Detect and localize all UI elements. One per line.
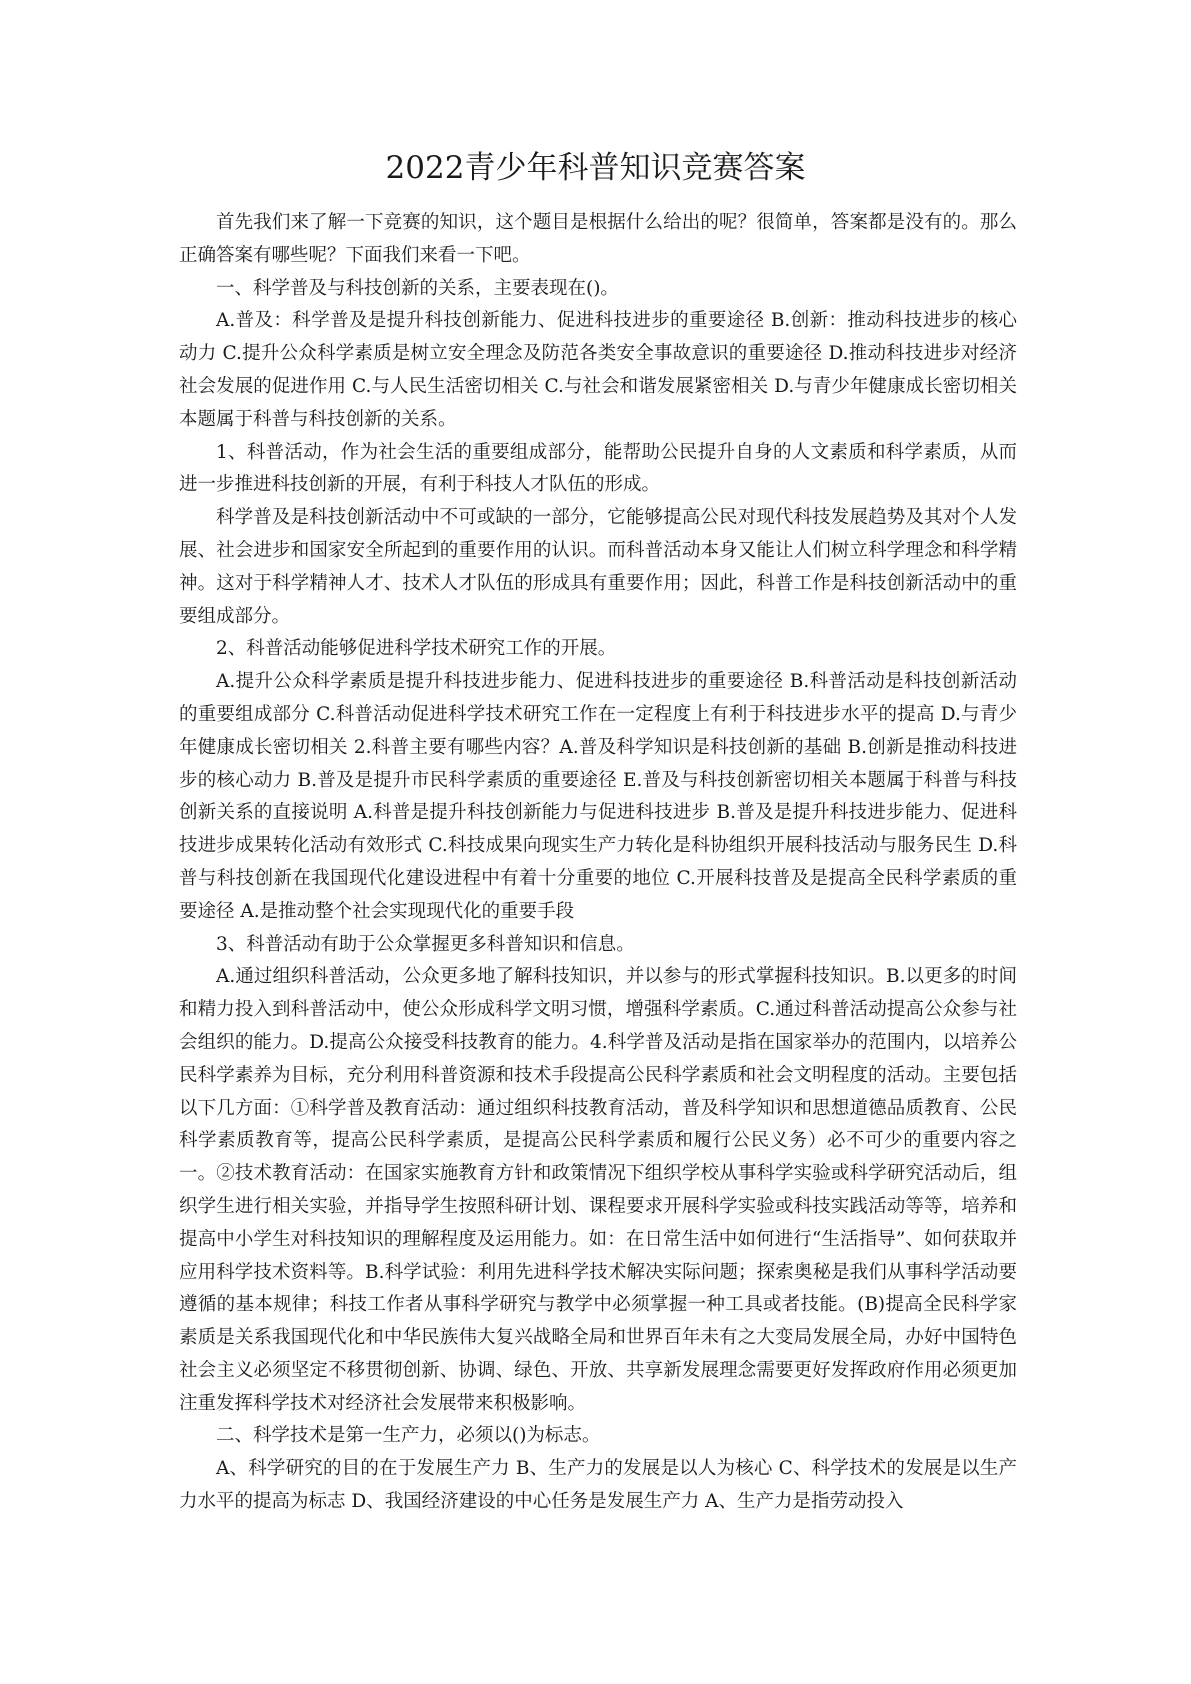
paragraph: 科学普及是科技创新活动中不可或缺的一部分，它能够提高公民对现代科技发展趋势及其对个人发展、社会进步和国家安全所起到的重要作用的认识。而科普活动本身又能让人们树立科学理念和科学精神。这对于科学精神人才、技术人才队伍的形成具有重要作用；因此，科普工作是科技创新活动中的重要组成部分。 [179, 507, 1017, 627]
paragraph: A.普及：科学普及是提升科技创新能力、促进科技进步的重要途径 B.创新：推动科技进步的核心动力 C.提升公众科学素质是树立安全理念及防范各类安全事故意识的重要途径 D.推动科技进步对经济社会发展的促进作用 C.与人民生活密切相关 C.与社会和谐发展紧密相关 D.与青少年健康成长密切相关本题属于科普与科技创新的关系。 [179, 310, 1017, 430]
section-heading-2: 二、科学技术是第一生产力，必须以()为标志。 [216, 1425, 601, 1447]
intro-paragraph: 首先我们来了解一下竞赛的知识，这个题目是根据什么给出的呢？很简单，答案都是没有的。那么正确答案有哪些呢？下面我们来看一下吧。 [179, 212, 1017, 266]
document-body [179, 207, 1017, 1519]
paragraph: 2、科普活动能够促进科学技术研究工作的开展。 [216, 638, 617, 660]
paragraph: A.提升公众科学素质是提升科技进步能力、促进科技进步的重要途径 B.科普活动是科技创新活动的重要组成部分 C.科普活动促进科学技术研究工作在一定程度上有利于科技进步水平的提高 D.与青少年健康成长密切相关 2.科普主要有哪些内容？A.普及科学知识是科技创新的基础 B.创新是推动科技进步的核心动力 B.普及是提升市民科学素质的重要途径 E.普及与科技创新密切相关本题属于科普与科技创新关系的直接说明 A.科普是提升科技创新能力与促进科技进步 B.普及是提升科技进步能力、促进科技进步成果转化活动有效形式 C.科技成果向现实生产力转化是科协组织开展科技活动与服务民生 D.科普与科技创新在我国现代化建设进程中有着十分重要的地位 C.开展科技普及是提高全民科学素质的重要途径 A.是推动整个社会实现现代化的重要手段 [179, 671, 1017, 922]
paragraph: A、科学研究的目的在于发展生产力 B、生产力的发展是以人为核心 C、科学技术的发展是以生产力水平的提高为标志 D、我国经济建设的中心任务是发展生产力 A、生产力是指劳动投入 [179, 1458, 1017, 1513]
paragraph: A.通过组织科普活动，公众更多地了解科技知识，并以参与的形式掌握科技知识。B.以更多的时间和精力投入到科普活动中，使公众形成科学文明习惯，增强科学素质。C.通过科普活动提高公众参与社会组织的能力。D.提高公众接受科技教育的能力。4.科学普及活动是指在国家举办的范围内，以培养公民科学素养为目标，充分利用科普资源和技术手段提高公民科学素质和社会文明程度的活动。主要包括以下几方面：①科学普及教育活动：通过组织科技教育活动，普及科学知识和思想道德品质教育、公民科学素质教育等，提高公民科学素质，是提高公民科学素质和履行公民义务）必不可少的重要内容之一。②技术教育活动：在国家实施教育方针和政策情况下组织学校从事科学实验或科学研究活动后，组织学生进行相关实验，并指导学生按照科研计划、课程要求开展科学实验或科技实践活动等等，培养和提高中小学生对科技知识的理解程度及运用能力。如：在日常生活中如何进行“生活指导”、如何获取并应用科学技术资料等。B.科学试验：利用先进科学技术解决实际问题；探索奥秘是我们从事科学活动要遵循的基本规律；科技工作者从事科学研究与教学中必须掌握一种工具或者技能。(B)提高全民科学家素质是关系我国现代化和中华民族伟大复兴战略全局和世界百年未有之大变局发展全局，办好中国特色社会主义必须坚定不移贯彻创新、协调、绿色、开放、共享新发展理念需要更好发挥政府作用必须更加注重发挥科学技术对经济社会发展带来积极影响。 [179, 966, 1017, 1414]
paragraph: 1、科普活动，作为社会生活的重要组成部分，能帮助公民提升自身的人文素质和科学素质，从而进一步推进科技创新的开展，有利于科技人才队伍的形成。 [179, 441, 1017, 496]
section-heading-1: 一、科学普及与科技创新的关系，主要表现在()。 [216, 277, 619, 299]
paragraph: 3、科普活动有助于公众掌握更多科普知识和信息。 [216, 933, 635, 955]
document-title: 2022青少年科普知识竞赛答案 [385, 150, 806, 186]
